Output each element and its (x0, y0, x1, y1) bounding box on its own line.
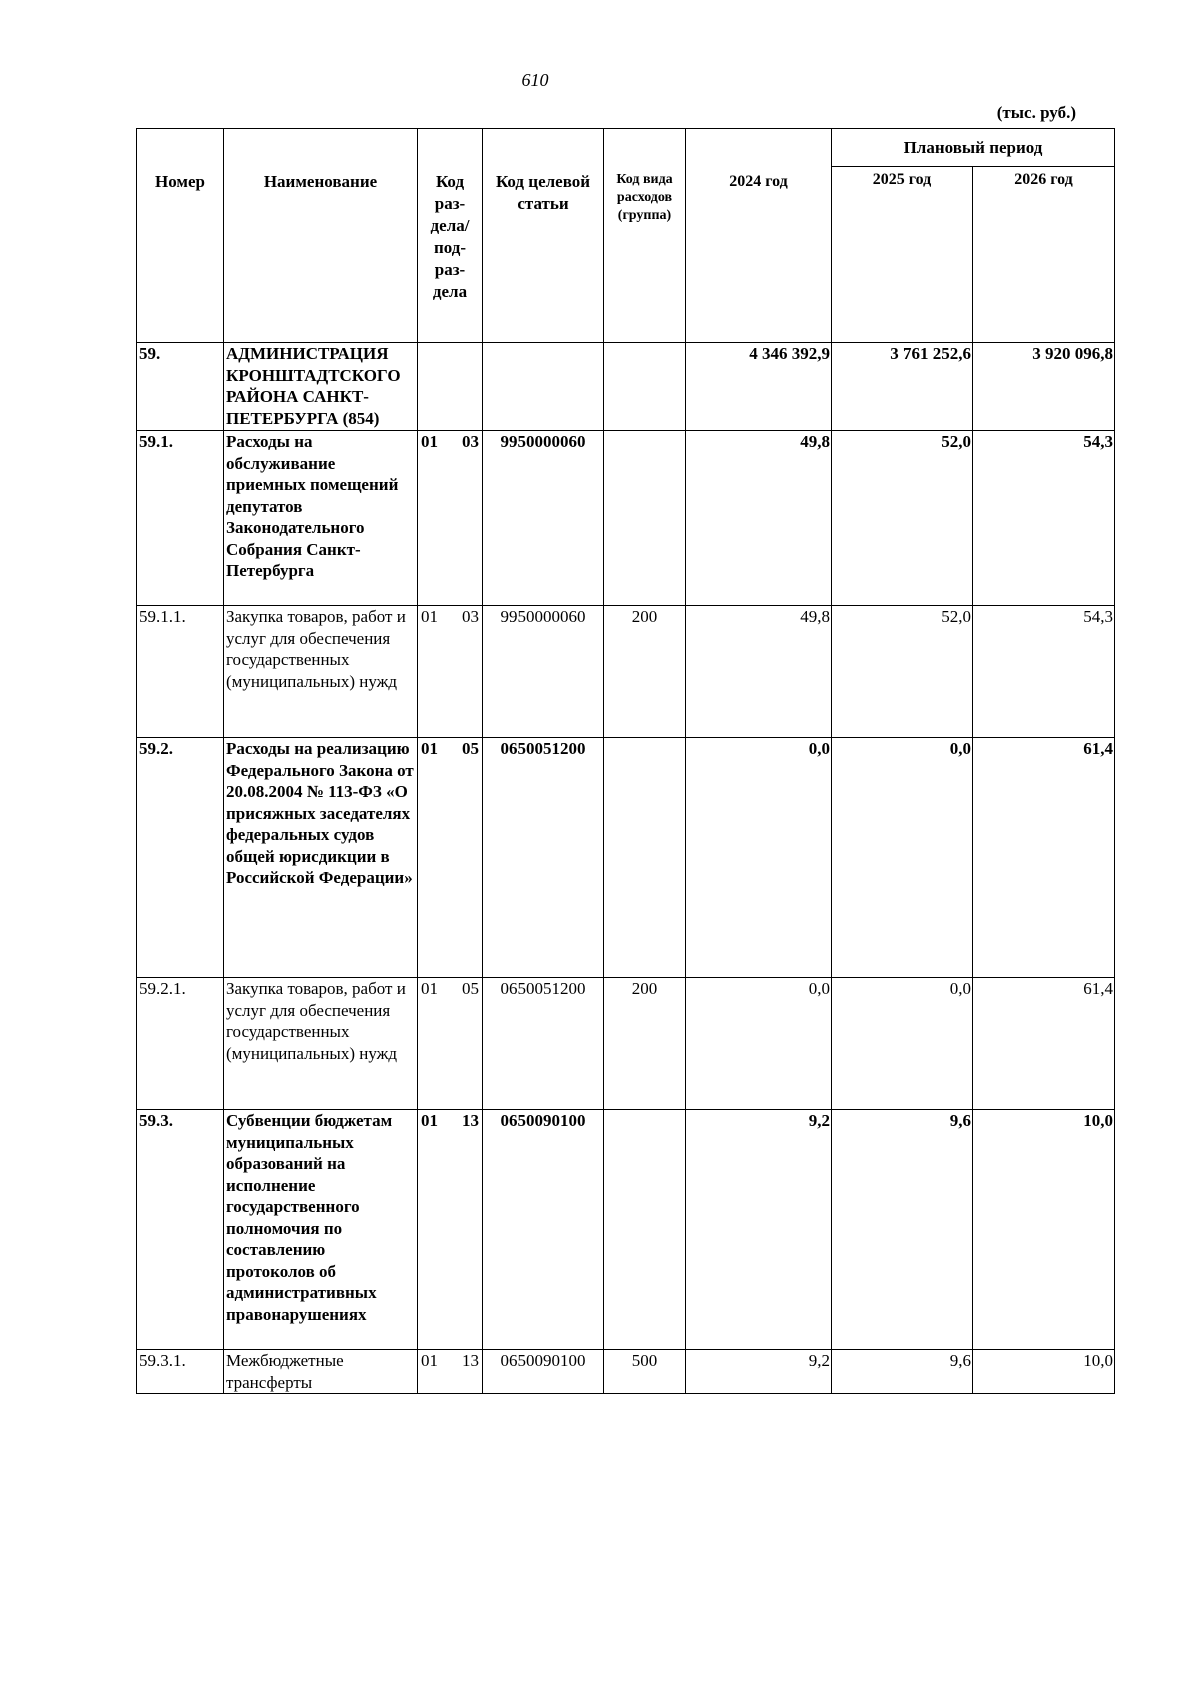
header-name: Наименование (224, 129, 418, 343)
row-expense-type (604, 343, 686, 431)
row-value-2025: 3 761 252,6 (832, 343, 973, 431)
table-body (137, 343, 1115, 1394)
row-expense-type (604, 431, 686, 606)
units-label: (тыс. руб.) (996, 103, 1076, 122)
row-number: 59.3.1. (137, 1350, 224, 1394)
row-name: Расходы на обслуживание приемных помещений депутатов Законодательного Собрания Санкт-Петербурга (224, 431, 418, 606)
page-number: 610 (521, 70, 549, 90)
row-expense-type (604, 738, 686, 978)
budget-table (136, 128, 1115, 1394)
row-value-2024: 0,0 (686, 978, 832, 1110)
header-2025: 2025 год (832, 167, 973, 343)
subsection: 13 (462, 1351, 479, 1370)
header-number: Номер (137, 129, 224, 343)
table-row (137, 1110, 1115, 1350)
row-value-2025: 0,0 (832, 738, 973, 978)
header-planned-period: Плановый период (832, 129, 1115, 167)
row-expense-type (604, 1110, 686, 1350)
row-value-2026: 54,3 (973, 431, 1115, 606)
table-row (137, 978, 1115, 1110)
row-value-2024: 0,0 (686, 738, 832, 978)
row-value-2024: 9,2 (686, 1110, 832, 1350)
row-section-code (418, 606, 483, 738)
row-number: 59.1. (137, 431, 224, 606)
row-value-2026: 54,3 (973, 606, 1115, 738)
row-target-code: 0650051200 (483, 978, 604, 1110)
row-name: АДМИНИСТРАЦИЯ КРОНШТАДТСКОГО РАЙОНА САНКТ-ПЕТЕРБУРГА (854) (224, 343, 418, 431)
row-target-code: 9950000060 (483, 431, 604, 606)
row-target-code: 0650090100 (483, 1350, 604, 1394)
row-value-2025: 0,0 (832, 978, 973, 1110)
row-name: Расходы на реализацию Федерального Закона от 20.08.2004 № 113-ФЗ «О присяжных заседателях федеральных судов общей юрисдикции в Российской Федерации» (224, 738, 418, 978)
row-value-2026: 61,4 (973, 978, 1115, 1110)
row-number: 59.2. (137, 738, 224, 978)
subsection: 03 (462, 607, 479, 626)
header-section-code: Код раз-дела/ под-раз-дела (418, 129, 483, 343)
row-value-2026: 3 920 096,8 (973, 343, 1115, 431)
row-name: Субвенции бюджетам муниципальных образований на исполнение государственного полномочия по составлению протоколов об административных правонарушениях (224, 1110, 418, 1350)
table-row (137, 431, 1115, 606)
row-expense-type: 500 (604, 1350, 686, 1394)
row-number: 59.2.1. (137, 978, 224, 1110)
row-value-2026: 10,0 (973, 1350, 1115, 1394)
row-value-2024: 49,8 (686, 606, 832, 738)
header-expense-type: Код вида расходов (группа) (604, 129, 686, 343)
subsection: 05 (462, 739, 479, 758)
row-section-code (418, 978, 483, 1110)
section: 01 (421, 739, 438, 758)
row-number: 59.3. (137, 1110, 224, 1350)
row-section-code (418, 1110, 483, 1350)
row-section-code (418, 431, 483, 606)
subsection: 13 (462, 1111, 479, 1130)
section: 01 (421, 607, 438, 626)
row-value-2025: 52,0 (832, 431, 973, 606)
row-value-2024: 9,2 (686, 1350, 832, 1394)
table-row (137, 738, 1115, 978)
row-name: Закупка товаров, работ и услуг для обеспечения государственных (муниципальных) нужд (224, 978, 418, 1110)
header-2026: 2026 год (973, 167, 1115, 343)
row-value-2025: 9,6 (832, 1110, 973, 1350)
row-value-2024: 4 346 392,9 (686, 343, 832, 431)
row-section-code (418, 343, 483, 431)
section: 01 (421, 1351, 438, 1370)
row-value-2025: 9,6 (832, 1350, 973, 1394)
table-row (137, 1350, 1115, 1394)
section: 01 (421, 979, 438, 998)
header-target-code: Код целевой статьи (483, 129, 604, 343)
table-row (137, 343, 1115, 431)
header-2024: 2024 год (686, 129, 832, 343)
row-section-code (418, 738, 483, 978)
row-value-2026: 10,0 (973, 1110, 1115, 1350)
row-target-code: 9950000060 (483, 606, 604, 738)
row-name: Закупка товаров, работ и услуг для обеспечения государственных (муниципальных) нужд (224, 606, 418, 738)
row-value-2024: 49,8 (686, 431, 832, 606)
row-value-2026: 61,4 (973, 738, 1115, 978)
row-expense-type: 200 (604, 606, 686, 738)
row-number: 59. (137, 343, 224, 431)
row-target-code: 0650051200 (483, 738, 604, 978)
row-name: Межбюджетные трансферты (224, 1350, 418, 1394)
row-expense-type: 200 (604, 978, 686, 1110)
subsection: 05 (462, 979, 479, 998)
section: 01 (421, 1111, 438, 1130)
section: 01 (421, 432, 438, 451)
table-row (137, 606, 1115, 738)
table-header (137, 129, 1115, 343)
row-value-2025: 52,0 (832, 606, 973, 738)
row-section-code (418, 1350, 483, 1394)
subsection: 03 (462, 432, 479, 451)
row-target-code: 0650090100 (483, 1110, 604, 1350)
row-target-code (483, 343, 604, 431)
row-number: 59.1.1. (137, 606, 224, 738)
